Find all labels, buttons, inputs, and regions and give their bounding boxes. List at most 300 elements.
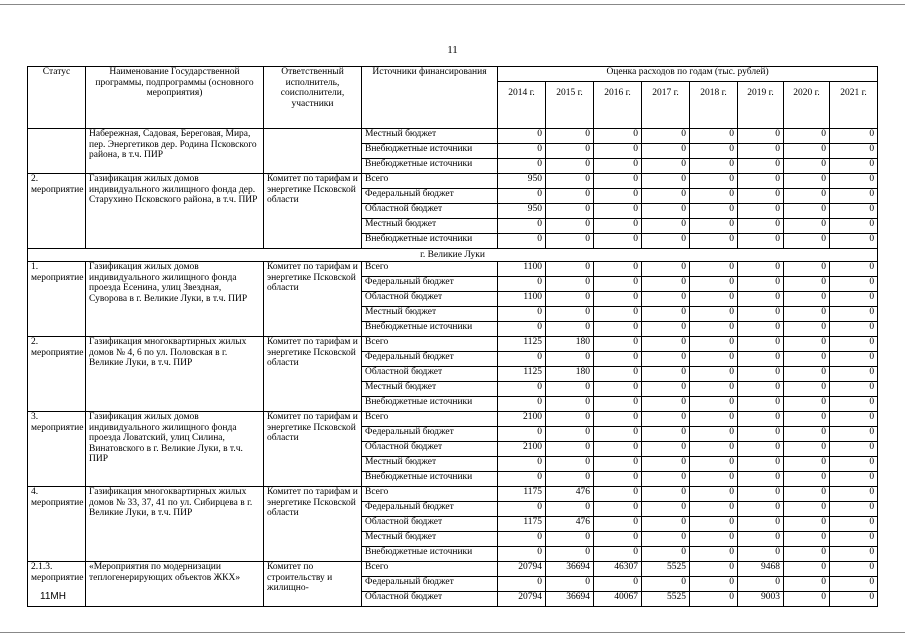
amount-cell: 0 (690, 472, 738, 487)
amount-cell: 0 (784, 547, 830, 562)
amount-cell: 0 (594, 129, 642, 144)
budget-row (28, 337, 878, 352)
amount-cell: 0 (546, 502, 594, 517)
amount-cell: 0 (642, 472, 690, 487)
amount-cell: 0 (594, 547, 642, 562)
amount-cell: 0 (594, 189, 642, 204)
amount-cell: 0 (594, 577, 642, 592)
amount-cell: 0 (690, 577, 738, 592)
budget-row (28, 129, 878, 144)
amount-cell: 950 (498, 204, 546, 219)
amount-cell: 0 (498, 352, 546, 367)
funding-source: Федеральный бюджет (362, 502, 498, 517)
amount-cell: 0 (830, 277, 878, 292)
amount-cell: 476 (546, 487, 594, 502)
header-year: 2016 г. (594, 82, 642, 129)
amount-cell: 0 (546, 322, 594, 337)
amount-cell: 0 (784, 277, 830, 292)
region-row (28, 249, 878, 262)
amount-cell: 0 (642, 412, 690, 427)
amount-cell: 0 (594, 532, 642, 547)
amount-cell: 0 (830, 144, 878, 159)
amount-cell: 0 (830, 412, 878, 427)
amount-cell: 0 (690, 592, 738, 607)
amount-cell: 0 (546, 277, 594, 292)
amount-cell: 0 (546, 457, 594, 472)
amount-cell: 0 (498, 382, 546, 397)
program-name: Газификация жилых домов индивидуального жилищного фонда проезда Есенина, улиц Звездная, Суворова в г. Великие Луки, в т.ч. ПИР (86, 262, 264, 337)
amount-cell: 0 (690, 487, 738, 502)
amount-cell: 0 (546, 412, 594, 427)
amount-cell: 0 (642, 532, 690, 547)
header-year: 2018 г. (690, 82, 738, 129)
amount-cell: 0 (546, 352, 594, 367)
budget-row (28, 562, 878, 577)
amount-cell: 0 (546, 292, 594, 307)
footer-code: 11МН (40, 591, 66, 602)
amount-cell: 0 (498, 397, 546, 412)
amount-cell: 0 (738, 412, 784, 427)
amount-cell: 0 (830, 562, 878, 577)
amount-cell: 0 (830, 487, 878, 502)
amount-cell: 0 (690, 442, 738, 457)
amount-cell: 0 (690, 174, 738, 189)
amount-cell: 0 (594, 204, 642, 219)
amount-cell: 0 (642, 427, 690, 442)
responsible-cell: Комитет по строительству и жилищно- (264, 562, 362, 607)
amount-cell: 180 (546, 337, 594, 352)
amount-cell: 0 (594, 159, 642, 174)
amount-cell: 0 (784, 442, 830, 457)
amount-cell: 0 (784, 487, 830, 502)
amount-cell: 0 (738, 502, 784, 517)
amount-cell: 0 (830, 307, 878, 322)
amount-cell: 0 (830, 517, 878, 532)
amount-cell: 0 (784, 352, 830, 367)
amount-cell: 0 (738, 457, 784, 472)
amount-cell: 0 (594, 234, 642, 249)
amount-cell: 0 (498, 427, 546, 442)
amount-cell: 0 (738, 292, 784, 307)
amount-cell: 0 (498, 457, 546, 472)
funding-source: Всего (362, 562, 498, 577)
amount-cell: 0 (546, 442, 594, 457)
amount-cell: 0 (738, 472, 784, 487)
funding-source: Областной бюджет (362, 204, 498, 219)
funding-source: Федеральный бюджет (362, 277, 498, 292)
amount-cell: 0 (498, 234, 546, 249)
amount-cell: 0 (690, 562, 738, 577)
amount-cell: 0 (690, 457, 738, 472)
amount-cell: 0 (498, 502, 546, 517)
amount-cell: 0 (784, 129, 830, 144)
status-cell (28, 129, 86, 174)
amount-cell: 0 (690, 412, 738, 427)
funding-source: Федеральный бюджет (362, 427, 498, 442)
amount-cell: 0 (738, 262, 784, 277)
blocks-group-a (28, 174, 878, 249)
amount-cell: 0 (594, 307, 642, 322)
amount-cell: 0 (642, 367, 690, 382)
amount-cell: 0 (498, 144, 546, 159)
amount-cell: 0 (642, 547, 690, 562)
amount-cell: 180 (546, 367, 594, 382)
amount-cell: 0 (784, 457, 830, 472)
amount-cell: 0 (784, 292, 830, 307)
amount-cell: 0 (546, 382, 594, 397)
funding-source: Местный бюджет (362, 382, 498, 397)
amount-cell: 0 (594, 427, 642, 442)
amount-cell: 0 (642, 352, 690, 367)
amount-cell: 0 (830, 189, 878, 204)
header-year: 2014 г. (498, 82, 546, 129)
amount-cell: 1175 (498, 487, 546, 502)
amount-cell: 0 (546, 262, 594, 277)
amount-cell: 0 (830, 577, 878, 592)
amount-cell: 0 (642, 262, 690, 277)
amount-cell: 0 (690, 547, 738, 562)
amount-cell: 0 (830, 234, 878, 249)
program-name: «Мероприятия по модернизации теплогенерирующих объектов ЖКХ» (86, 562, 264, 607)
amount-cell: 0 (594, 262, 642, 277)
funding-source: Федеральный бюджет (362, 352, 498, 367)
status-cell: 3. мероприятие (28, 412, 86, 487)
budget-table (27, 66, 878, 607)
amount-cell: 0 (642, 277, 690, 292)
amount-cell: 0 (784, 517, 830, 532)
amount-cell: 0 (642, 517, 690, 532)
amount-cell: 0 (594, 337, 642, 352)
amount-cell: 0 (690, 159, 738, 174)
amount-cell: 0 (642, 234, 690, 249)
amount-cell: 0 (690, 427, 738, 442)
header-sources: Источники финансирования (362, 67, 498, 129)
funding-source: Федеральный бюджет (362, 189, 498, 204)
amount-cell: 0 (594, 352, 642, 367)
funding-source: Внебюджетные источники (362, 159, 498, 174)
funding-source: Областной бюджет (362, 592, 498, 607)
amount-cell: 0 (498, 159, 546, 174)
amount-cell: 0 (784, 367, 830, 382)
amount-cell: 0 (738, 547, 784, 562)
amount-cell: 0 (642, 204, 690, 219)
amount-cell: 0 (642, 219, 690, 234)
amount-cell: 0 (738, 517, 784, 532)
amount-cell: 0 (690, 204, 738, 219)
amount-cell: 0 (594, 277, 642, 292)
amount-cell: 0 (498, 322, 546, 337)
amount-cell: 0 (830, 547, 878, 562)
amount-cell: 0 (784, 532, 830, 547)
amount-cell: 36694 (546, 562, 594, 577)
amount-cell: 0 (738, 532, 784, 547)
amount-cell: 0 (738, 427, 784, 442)
responsible-cell: Комитет по тарифам и энергетике Псковской области (264, 487, 362, 562)
amount-cell: 0 (690, 367, 738, 382)
funding-source: Всего (362, 337, 498, 352)
header-responsible: Ответственный исполнитель, соисполнители, участники (264, 67, 362, 129)
amount-cell: 0 (546, 204, 594, 219)
amount-cell: 0 (642, 292, 690, 307)
amount-cell: 9468 (738, 562, 784, 577)
amount-cell: 1125 (498, 337, 546, 352)
amount-cell: 0 (830, 397, 878, 412)
amount-cell: 36694 (546, 592, 594, 607)
amount-cell: 5525 (642, 592, 690, 607)
budget-row (28, 487, 878, 502)
amount-cell: 0 (738, 577, 784, 592)
amount-cell: 0 (830, 472, 878, 487)
amount-cell: 0 (498, 129, 546, 144)
amount-cell: 0 (594, 442, 642, 457)
funding-source: Областной бюджет (362, 292, 498, 307)
funding-source: Внебюджетные источники (362, 234, 498, 249)
amount-cell: 0 (784, 322, 830, 337)
responsible-cell: Комитет по тарифам и энергетике Псковской области (264, 412, 362, 487)
status-cell: 2. мероприятие (28, 337, 86, 412)
amount-cell: 0 (498, 577, 546, 592)
funding-source: Областной бюджет (362, 367, 498, 382)
region-title: г. Великие Луки (28, 249, 878, 262)
amount-cell: 0 (642, 189, 690, 204)
amount-cell: 0 (594, 144, 642, 159)
amount-cell: 0 (546, 577, 594, 592)
amount-cell: 0 (738, 219, 784, 234)
amount-cell: 0 (642, 577, 690, 592)
amount-cell: 0 (784, 174, 830, 189)
status-cell: 2.1.3. мероприятие (28, 562, 86, 607)
amount-cell: 0 (784, 234, 830, 249)
amount-cell: 0 (642, 307, 690, 322)
amount-cell: 0 (690, 262, 738, 277)
amount-cell: 2100 (498, 412, 546, 427)
amount-cell: 0 (784, 427, 830, 442)
amount-cell: 0 (738, 337, 784, 352)
amount-cell: 0 (642, 457, 690, 472)
amount-cell: 0 (690, 352, 738, 367)
header-year: 2021 г. (830, 82, 878, 129)
header-year: 2015 г. (546, 82, 594, 129)
amount-cell: 0 (546, 219, 594, 234)
header-year: 2017 г. (642, 82, 690, 129)
responsible-cell (264, 129, 362, 174)
amount-cell: 0 (498, 472, 546, 487)
amount-cell: 0 (830, 204, 878, 219)
amount-cell: 0 (830, 382, 878, 397)
amount-cell: 0 (690, 502, 738, 517)
amount-cell: 0 (690, 144, 738, 159)
amount-cell: 0 (498, 547, 546, 562)
blocks-group-b (28, 262, 878, 607)
amount-cell: 0 (738, 352, 784, 367)
amount-cell: 0 (594, 219, 642, 234)
funding-source: Внебюджетные источники (362, 547, 498, 562)
amount-cell: 0 (690, 129, 738, 144)
amount-cell: 0 (784, 189, 830, 204)
amount-cell: 0 (830, 502, 878, 517)
amount-cell: 0 (738, 144, 784, 159)
amount-cell: 0 (784, 382, 830, 397)
funding-source: Всего (362, 174, 498, 189)
amount-cell: 0 (642, 129, 690, 144)
amount-cell: 0 (738, 322, 784, 337)
amount-cell: 0 (830, 592, 878, 607)
amount-cell: 0 (498, 307, 546, 322)
funding-source: Всего (362, 487, 498, 502)
amount-cell: 1100 (498, 262, 546, 277)
amount-cell: 0 (784, 262, 830, 277)
amount-cell: 0 (784, 592, 830, 607)
amount-cell: 0 (738, 204, 784, 219)
header-year: 2020 г. (784, 82, 830, 129)
amount-cell: 0 (830, 352, 878, 367)
amount-cell: 0 (546, 159, 594, 174)
amount-cell: 0 (546, 532, 594, 547)
amount-cell: 950 (498, 174, 546, 189)
amount-cell: 0 (690, 292, 738, 307)
status-cell: 4. мероприятие (28, 487, 86, 562)
amount-cell: 0 (546, 472, 594, 487)
amount-cell: 0 (498, 189, 546, 204)
amount-cell: 0 (738, 174, 784, 189)
funding-source: Местный бюджет (362, 457, 498, 472)
amount-cell: 0 (546, 129, 594, 144)
funding-source: Федеральный бюджет (362, 577, 498, 592)
amount-cell: 0 (738, 397, 784, 412)
funding-source: Местный бюджет (362, 129, 498, 144)
amount-cell: 0 (690, 517, 738, 532)
amount-cell: 0 (830, 174, 878, 189)
amount-cell: 0 (738, 189, 784, 204)
funding-source: Всего (362, 262, 498, 277)
amount-cell: 0 (690, 189, 738, 204)
amount-cell: 20794 (498, 592, 546, 607)
amount-cell: 0 (594, 292, 642, 307)
amount-cell: 0 (738, 277, 784, 292)
funding-source: Внебюджетные источники (362, 144, 498, 159)
amount-cell: 46307 (594, 562, 642, 577)
amount-cell: 0 (642, 159, 690, 174)
amount-cell: 0 (784, 219, 830, 234)
amount-cell: 0 (784, 577, 830, 592)
amount-cell: 0 (594, 174, 642, 189)
amount-cell: 0 (642, 442, 690, 457)
amount-cell: 0 (690, 337, 738, 352)
budget-row (28, 174, 878, 189)
amount-cell: 0 (830, 159, 878, 174)
amount-cell: 0 (738, 159, 784, 174)
amount-cell: 0 (642, 144, 690, 159)
amount-cell: 476 (546, 517, 594, 532)
continuation-block (28, 129, 878, 174)
amount-cell: 0 (830, 292, 878, 307)
amount-cell: 0 (642, 337, 690, 352)
amount-cell: 0 (642, 174, 690, 189)
amount-cell: 0 (830, 337, 878, 352)
amount-cell: 0 (690, 382, 738, 397)
amount-cell: 0 (784, 144, 830, 159)
amount-cell: 0 (594, 322, 642, 337)
funding-source: Областной бюджет (362, 517, 498, 532)
amount-cell: 40067 (594, 592, 642, 607)
header-year: 2019 г. (738, 82, 784, 129)
amount-cell: 0 (738, 487, 784, 502)
amount-cell: 1125 (498, 367, 546, 382)
amount-cell: 0 (642, 487, 690, 502)
amount-cell: 0 (594, 472, 642, 487)
amount-cell: 0 (738, 382, 784, 397)
amount-cell: 0 (642, 397, 690, 412)
amount-cell: 0 (830, 442, 878, 457)
page-number: 11 (447, 44, 458, 56)
amount-cell: 0 (642, 382, 690, 397)
amount-cell: 0 (784, 307, 830, 322)
amount-cell: 0 (690, 307, 738, 322)
amount-cell: 0 (784, 412, 830, 427)
amount-cell: 0 (498, 532, 546, 547)
amount-cell: 0 (738, 129, 784, 144)
amount-cell: 0 (594, 412, 642, 427)
amount-cell: 0 (830, 427, 878, 442)
amount-cell: 0 (594, 397, 642, 412)
amount-cell: 0 (738, 234, 784, 249)
amount-cell: 0 (642, 502, 690, 517)
responsible-cell: Комитет по тарифам и энергетике Псковской области (264, 262, 362, 337)
program-name: Набережная, Садовая, Береговая, Мира, пер. Энергетиков дер. Родина Псковского района, в т.ч. ПИР (86, 129, 264, 174)
amount-cell: 0 (830, 457, 878, 472)
amount-cell: 0 (690, 234, 738, 249)
amount-cell: 0 (830, 219, 878, 234)
amount-cell: 0 (784, 337, 830, 352)
amount-cell: 0 (594, 502, 642, 517)
amount-cell: 0 (830, 322, 878, 337)
status-cell: 2. мероприятие (28, 174, 86, 249)
funding-source: Внебюджетные источники (362, 322, 498, 337)
amount-cell: 20794 (498, 562, 546, 577)
funding-source: Местный бюджет (362, 307, 498, 322)
amount-cell: 0 (546, 397, 594, 412)
program-name: Газификация многоквартирных жилых домов № 4, 6 по ул. Половская в г. Великие Луки, в т.ч. ПИР (86, 337, 264, 412)
program-name: Газификация жилых домов индивидуального жилищного фонда проезда Ловатский, улиц Силина, Винатовского в г. Великие Луки, в т.ч. ПИР (86, 412, 264, 487)
amount-cell: 0 (690, 532, 738, 547)
scan-edge-top (0, 4, 905, 5)
header-name: Наименование Государственной программы, подпрограммы (основного мероприятия) (86, 67, 264, 129)
amount-cell: 0 (690, 397, 738, 412)
amount-cell: 0 (830, 262, 878, 277)
budget-row (28, 262, 878, 277)
amount-cell: 1100 (498, 292, 546, 307)
amount-cell: 0 (830, 367, 878, 382)
program-name: Газификация многоквартирных жилых домов № 33, 37, 41 по ул. Сибирцева в г. Великие Луки, в т.ч. ПИР (86, 487, 264, 562)
amount-cell: 0 (830, 129, 878, 144)
amount-cell: 0 (784, 397, 830, 412)
amount-cell: 0 (784, 159, 830, 174)
amount-cell: 0 (498, 219, 546, 234)
funding-source: Областной бюджет (362, 442, 498, 457)
amount-cell: 0 (738, 307, 784, 322)
amount-cell: 0 (594, 367, 642, 382)
funding-source: Всего (362, 412, 498, 427)
header-estimate: Оценка расходов по годам (тыс. рублей) (498, 67, 878, 82)
amount-cell: 0 (642, 322, 690, 337)
amount-cell: 0 (594, 457, 642, 472)
responsible-cell: Комитет по тарифам и энергетике Псковской области (264, 337, 362, 412)
amount-cell: 0 (546, 547, 594, 562)
amount-cell: 0 (690, 219, 738, 234)
header-status: Статус (28, 67, 86, 129)
amount-cell: 2100 (498, 442, 546, 457)
amount-cell: 0 (594, 517, 642, 532)
